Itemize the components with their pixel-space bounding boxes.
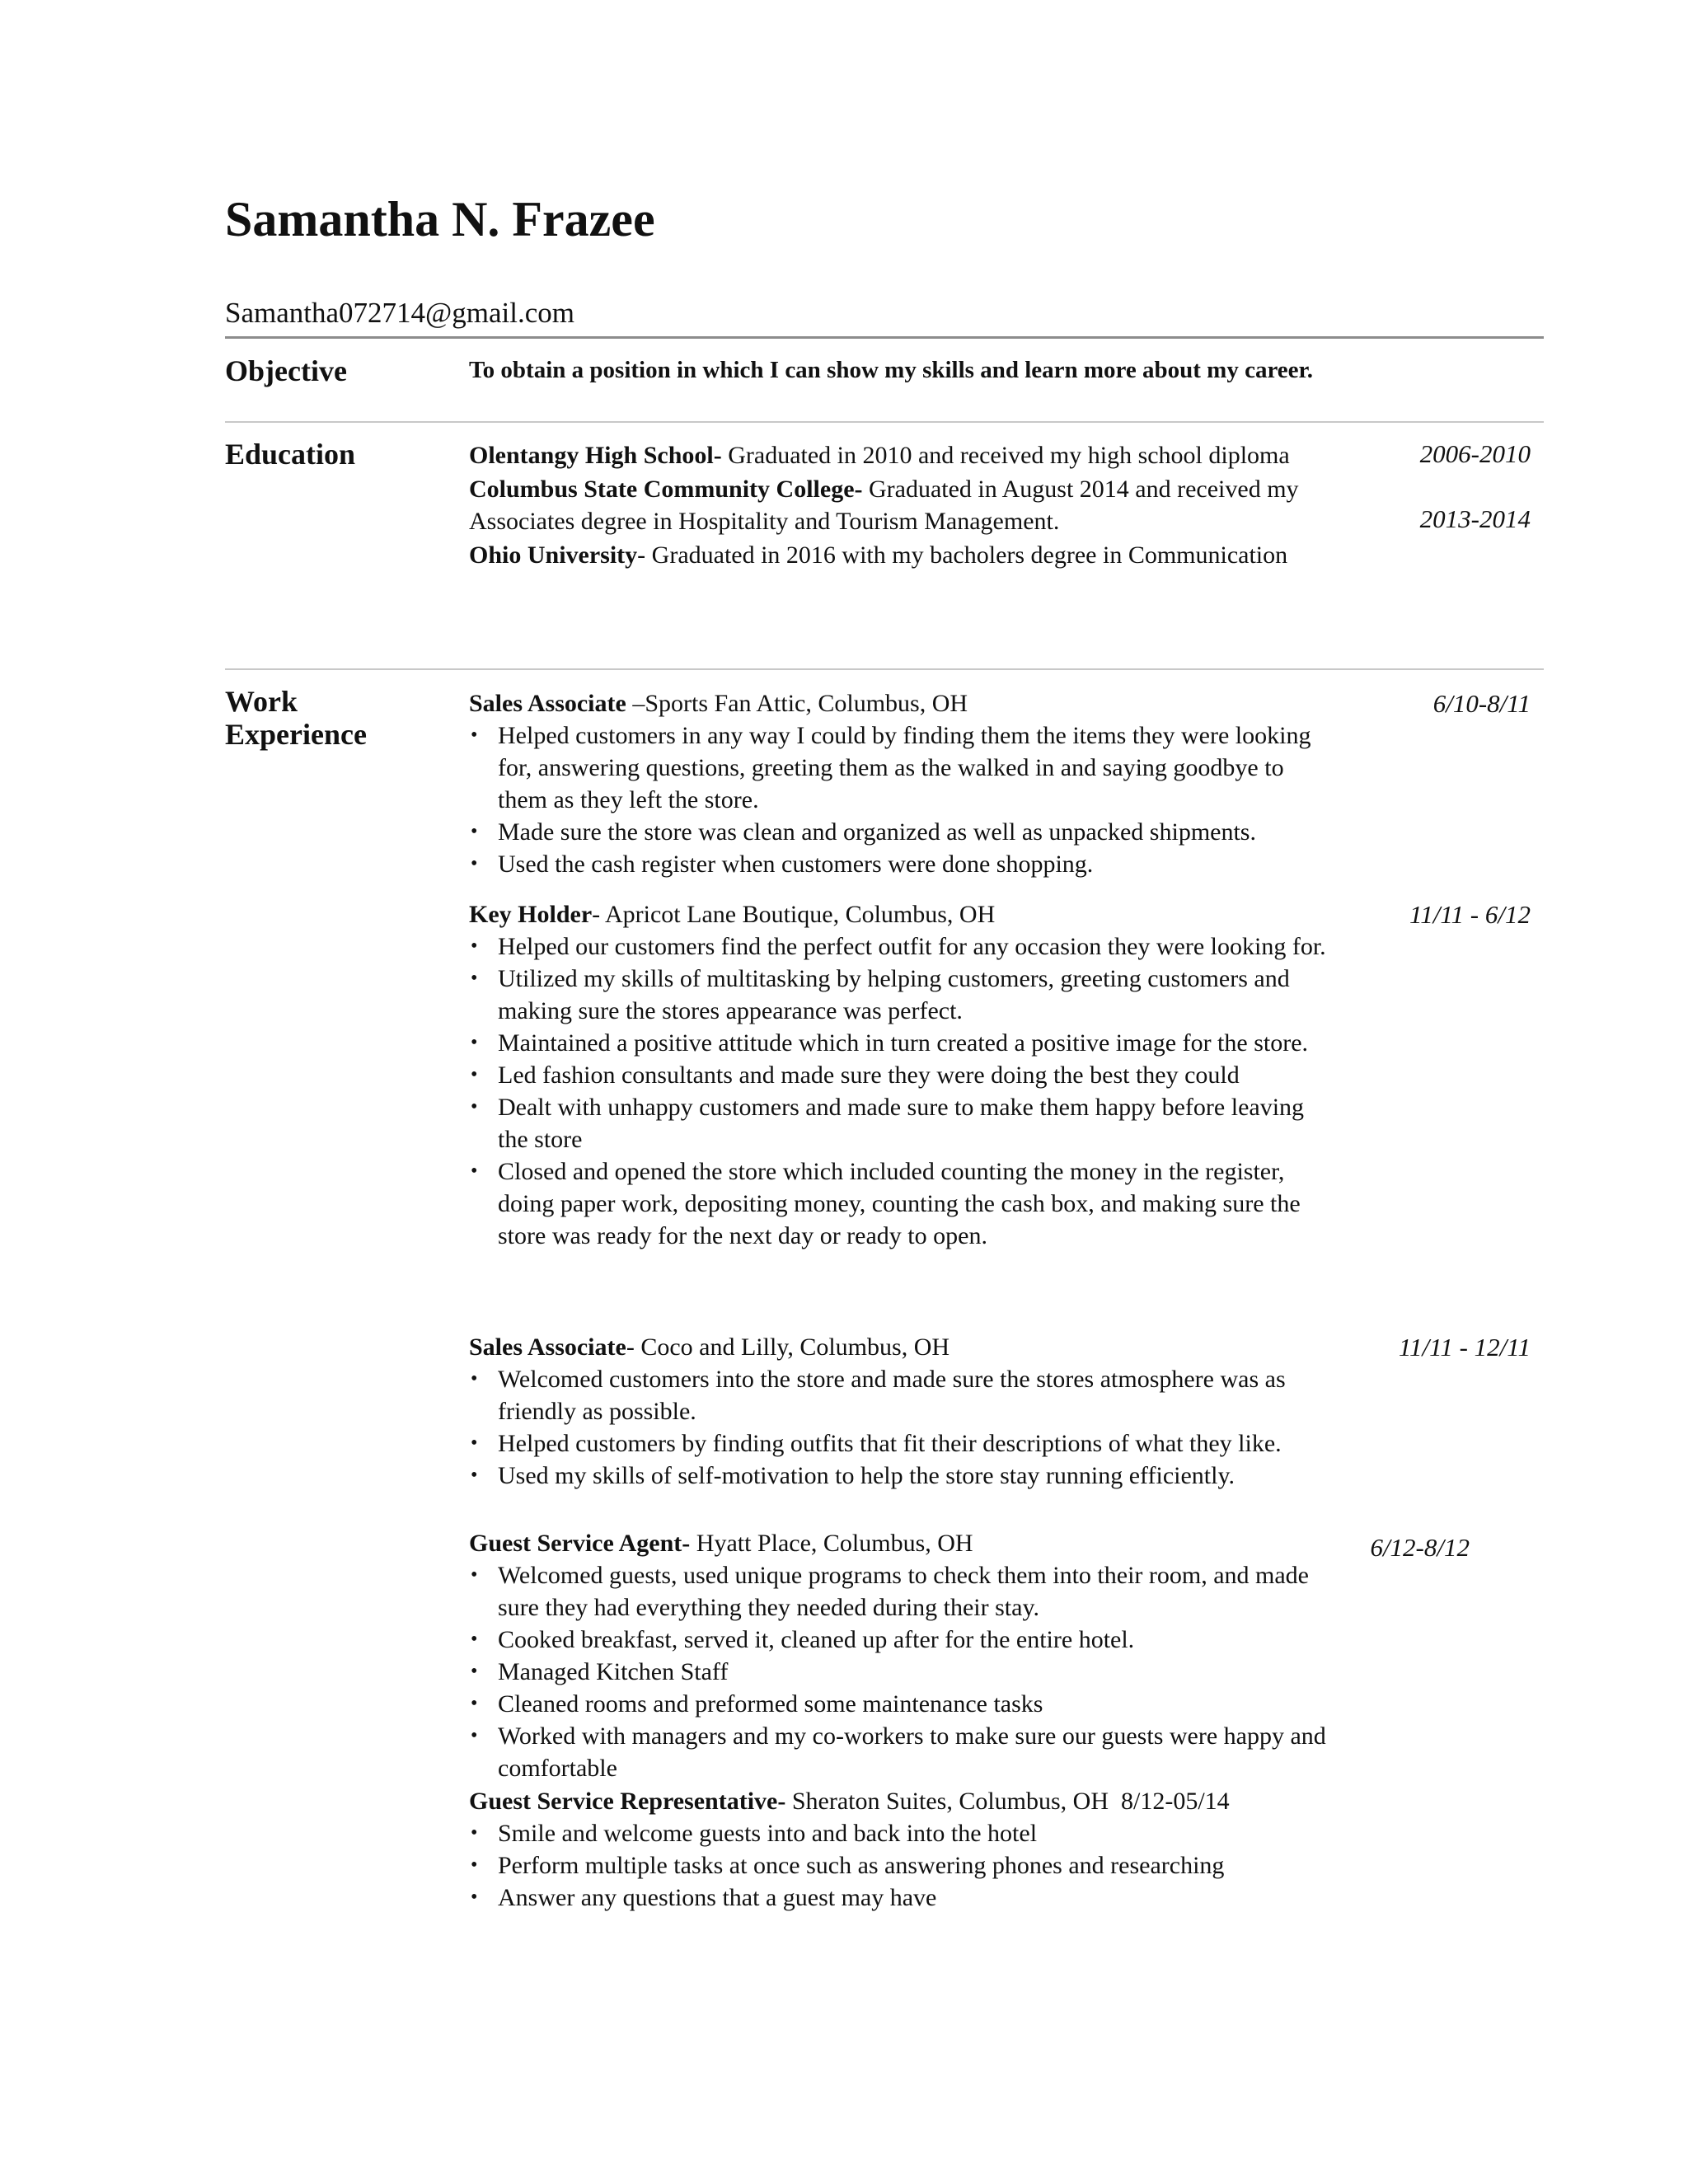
job-entry bbox=[469, 1785, 1334, 1914]
job-duties bbox=[469, 1559, 1334, 1784]
objective-heading: Objective bbox=[225, 354, 347, 387]
job-title-line bbox=[469, 1527, 1334, 1559]
job-entry bbox=[469, 687, 1334, 880]
list-item: • Helped customers in any way I could by finding them the items they were looking for, answering questions, greeting them as the walked in and saying goodbye to them as they left the store. bbox=[469, 719, 1334, 816]
education-detail: Graduated in August 2014 and received my Associates degree in Hospitality and Tourism Management. bbox=[469, 476, 1299, 535]
list-item: • Dealt with unhappy customers and made sure to make them happy before leaving the store bbox=[469, 1091, 1334, 1155]
list-item: • Maintained a positive attitude which in turn created a positive image for the store. bbox=[469, 1027, 1334, 1059]
work-heading-line: Work bbox=[225, 685, 298, 718]
school-name: Columbus State Community College- bbox=[469, 476, 863, 503]
job-dates: 11/11 - 12/11 bbox=[1398, 1333, 1531, 1361]
list-item: • Welcomed customers into the store and made sure the stores atmosphere was as friendly as possible. bbox=[469, 1363, 1334, 1427]
job-duties bbox=[469, 1817, 1334, 1914]
education-item bbox=[469, 439, 1301, 471]
job-title: Guest Service Agent- bbox=[469, 1530, 691, 1557]
job-dates: 6/10-8/11 bbox=[1432, 689, 1531, 718]
education-heading: Education bbox=[225, 438, 356, 471]
job-title: Key Holder bbox=[469, 901, 593, 928]
education-detail: - Graduated in 2016 with my bacholers degree in Communication bbox=[637, 541, 1288, 569]
school-name: Ohio University bbox=[469, 541, 638, 569]
candidate-name: Samantha N. Frazee bbox=[225, 192, 655, 246]
list-item: • Worked with managers and my co-workers to make sure our guests were happy and comfortable bbox=[469, 1720, 1334, 1784]
education-dates: 2006-2010 bbox=[1419, 439, 1531, 468]
job-title-line bbox=[469, 687, 1334, 719]
job-title-line bbox=[469, 1785, 1334, 1817]
list-item: • Used the cash register when customers were done shopping. bbox=[469, 848, 1334, 880]
list-item: • Managed Kitchen Staff bbox=[469, 1656, 1334, 1688]
job-employer: –Sports Fan Attic, Columbus, OH bbox=[626, 690, 968, 717]
list-item: • Led fashion consultants and made sure they were doing the best they could bbox=[469, 1059, 1334, 1091]
job-duties bbox=[469, 719, 1334, 880]
school-name: Olentangy High School- bbox=[469, 442, 722, 469]
list-item: • Perform multiple tasks at once such as answering phones and researching bbox=[469, 1849, 1334, 1882]
list-item: • Used my skills of self-motivation to help the store stay running efficiently. bbox=[469, 1460, 1334, 1492]
job-entry bbox=[469, 1331, 1334, 1492]
job-employer: Sheraton Suites, Columbus, OH bbox=[785, 1788, 1109, 1815]
education-divider bbox=[225, 668, 1544, 670]
job-employer: - Coco and Lilly, Columbus, OH bbox=[626, 1333, 950, 1361]
job-duties bbox=[469, 930, 1334, 1252]
job-employer: Hyatt Place, Columbus, OH bbox=[690, 1530, 973, 1557]
list-item: • Smile and welcome guests into and back into the hotel bbox=[469, 1817, 1334, 1849]
job-title: Sales Associate bbox=[469, 690, 626, 717]
objective-text: To obtain a position in which I can show my skills and learn more about my career. bbox=[469, 357, 1314, 383]
list-item: • Made sure the store was clean and organized as well as unpacked shipments. bbox=[469, 816, 1334, 848]
job-entry bbox=[469, 898, 1334, 1252]
header-divider bbox=[225, 336, 1544, 339]
job-title: Sales Associate bbox=[469, 1333, 626, 1361]
work-heading-line: Experience bbox=[225, 718, 367, 751]
work-heading bbox=[225, 685, 367, 751]
list-item: • Closed and opened the store which included counting the money in the register, doing paper work, depositing money, counting the cash box, and making sure the store was ready for the next day or ready to open. bbox=[469, 1155, 1334, 1252]
objective-divider bbox=[225, 421, 1544, 423]
job-title-line bbox=[469, 898, 1334, 930]
list-item: • Cooked breakfast, served it, cleaned up after for the entire hotel. bbox=[469, 1624, 1334, 1656]
education-list bbox=[469, 439, 1301, 573]
job-employer: - Apricot Lane Boutique, Columbus, OH bbox=[592, 901, 996, 928]
list-item: • Helped customers by finding outfits that fit their descriptions of what they like. bbox=[469, 1427, 1334, 1460]
job-dates: 6/12-8/12 bbox=[1370, 1533, 1470, 1562]
job-duties bbox=[469, 1363, 1334, 1492]
education-detail: Graduated in 2010 and received my high school diploma bbox=[721, 442, 1290, 469]
candidate-email[interactable]: Samantha072714@gmail.com bbox=[225, 297, 574, 329]
list-item: • Answer any questions that a guest may have bbox=[469, 1882, 1334, 1914]
job-title: Guest Service Representative- bbox=[469, 1788, 786, 1815]
education-item bbox=[469, 473, 1301, 537]
job-dates: 11/11 - 6/12 bbox=[1409, 900, 1531, 929]
education-item bbox=[469, 539, 1301, 571]
job-dates: 8/12-05/14 bbox=[1121, 1788, 1230, 1815]
list-item: • Utilized my skills of multitasking by helping customers, greeting customers and making sure the stores appearance was perfect. bbox=[469, 963, 1334, 1027]
list-item: • Helped our customers find the perfect outfit for any occasion they were looking for. bbox=[469, 930, 1334, 963]
list-item: • Welcomed guests, used unique programs to check them into their room, and made sure they had everything they needed during their stay. bbox=[469, 1559, 1334, 1624]
list-item: • Cleaned rooms and preformed some maintenance tasks bbox=[469, 1688, 1334, 1720]
job-title-line bbox=[469, 1331, 1334, 1363]
job-entry bbox=[469, 1527, 1334, 1784]
education-dates: 2013-2014 bbox=[1419, 504, 1531, 533]
